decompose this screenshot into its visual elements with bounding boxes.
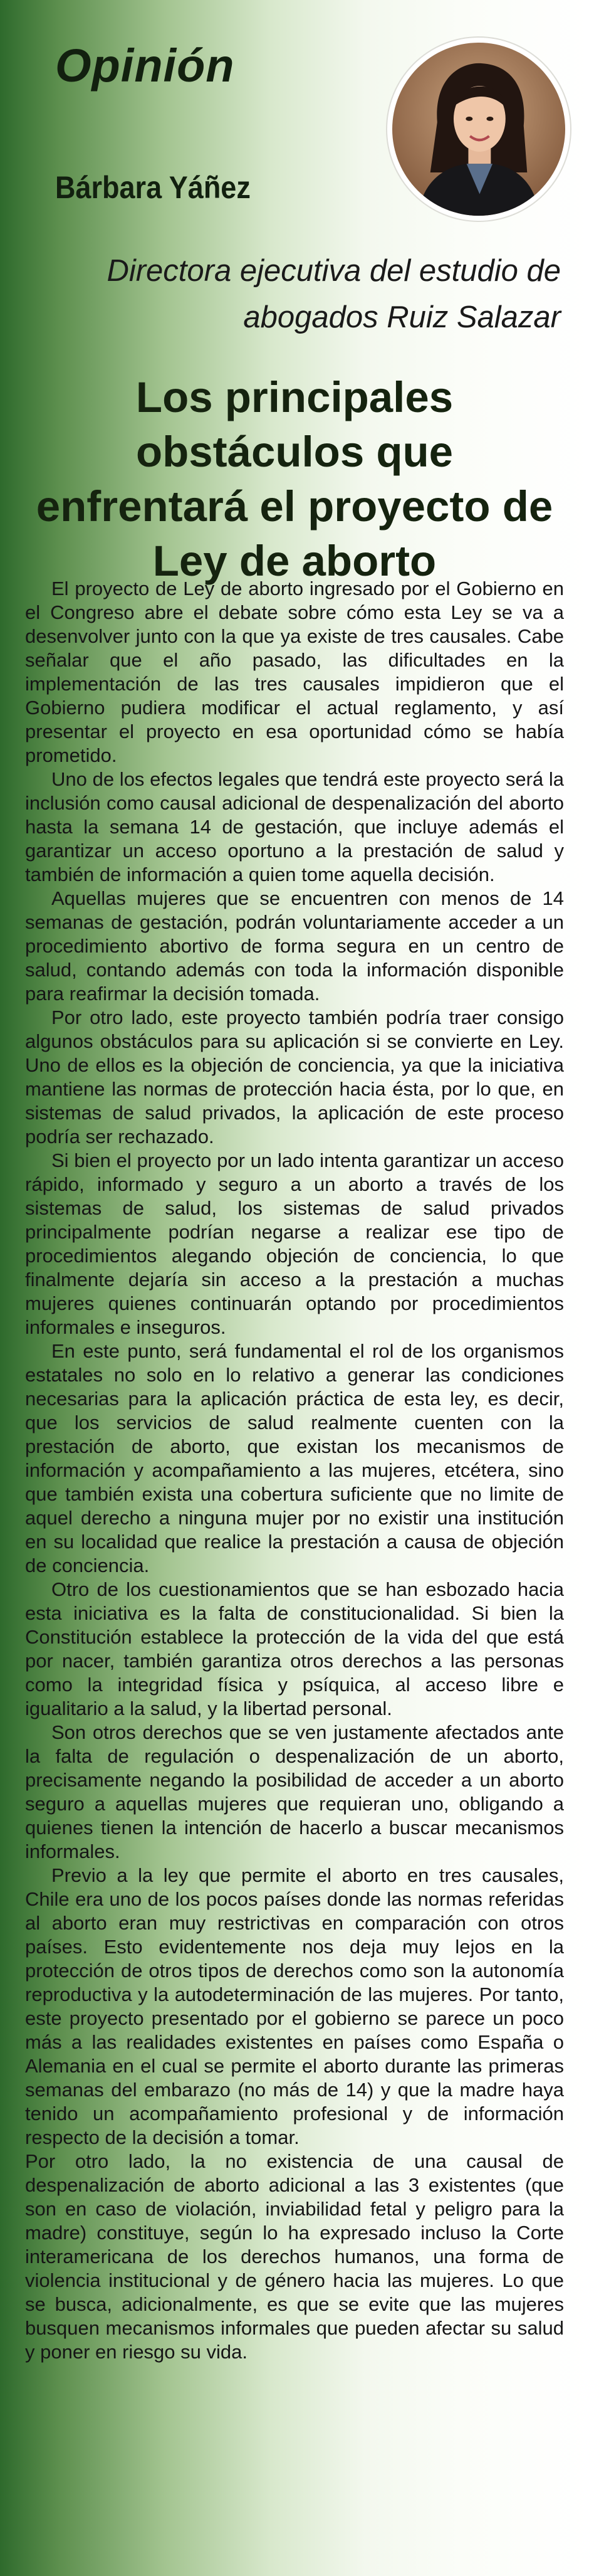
- author-portrait-icon: [392, 43, 565, 216]
- article-paragraph: Por otro lado, la no existencia de una causal de despenalización de aborto adicional a las 3 existentes (que son en caso de violación, inviabilidad fetal y peligro para la madre) constituye, según lo ha expresado incluso la Corte interamericana de los derechos humanos, una forma de violencia institucional y de género hacia las mujeres. Lo que se busca, adicionalmente, es que se evite que las mujeres busquen mecanismos informales que pueden afectar su salud y poner en riesgo su vida.: [25, 2150, 564, 2363]
- article-paragraph: El proyecto de Ley de aborto ingresado por el Gobierno en el Congreso abre el debate sobre cómo esta Ley se va a desenvolver junto con la que ya existe de tres causales. Cabe señalar que el año pasado, las dificultades en la implementación de las tres causales impidieron que el Gobierno pudiera modificar el actual reglamento, y así presentar el proyecto en esa oportunidad cómo se había prometido.: [25, 578, 564, 766]
- headline: Los principales obstáculos que enfrentará el proyecto de Ley de aborto: [36, 373, 553, 585]
- section-label: Opinión: [55, 40, 235, 92]
- article-paragraph: En este punto, será fundamental el rol de los organismos estatales no solo en lo relativo a generar las condiciones necesarias para la aplicación práctica de esta ley, es decir, que los servicios de salud realmente cuenten con la prestación de aborto, que existan los mecanismos de información y acompañamiento a las mujeres, etcétera, sino que también exista una cobertura suficiente que no limite de aquel derecho a ninguna mujer por no existir una institución en su localidad que realice la prestación a causa de objeción de conciencia.: [25, 1340, 564, 1576]
- article-paragraph: Aquellas mujeres que se encuentren con menos de 14 semanas de gestación, podrán voluntariamente acceder a un procedimiento abortivo de forma segura en un centro de salud, contando además con toda la información disponible para reafirmar la decisión tomada.: [25, 887, 564, 1005]
- author-role: Directora ejecutiva del estudio de abogados Ruiz Salazar: [107, 254, 561, 334]
- article-paragraph: Uno de los efectos legales que tendrá este proyecto será la inclusión como causal adicional de despenalización del aborto hasta la semana 14 de gestación, que incluye además el garantizar un acceso oportuno a la prestación de salud y también de información a quien tome aquella decisión.: [25, 768, 564, 885]
- author-name: Bárbara Yáñez: [55, 170, 251, 205]
- article-paragraph: Si bien el proyecto por un lado intenta garantizar un acceso rápido, informado y seguro a un aborto a través de los sistemas de salud, los sistemas de salud privados principalmente podrían negarse a realizar ese tipo de procedimientos alegando objeción de conciencia, lo que finalmente dejaría sin acceso a la prestación a muchas mujeres quienes continuarán optando por procedimientos informales e inseguros.: [25, 1149, 564, 1338]
- article-paragraph: Por otro lado, este proyecto también podría traer consigo algunos obstáculos para su aplicación si se convierte en Ley. Uno de ellos es la objeción de conciencia, ya que la iniciativa mantiene las normas de protección hacia ésta, por lo que, en sistemas de salud privados, la aplicación de este proceso podría ser rechazado.: [25, 1006, 564, 1148]
- author-photo: [387, 38, 570, 221]
- article-paragraph: Otro de los cuestionamientos que se han esbozado hacia esta iniciativa es la falta de constitucionalidad. Si bien la Constitución establece la protección de la vida del que está por nacer, también garantiza otros derechos a las personas como la integridad física y psíquica, al acceso libre e igualitario a la salud, y la libertad personal.: [25, 1578, 564, 1719]
- article-paragraph: Son otros derechos que se ven justamente afectados ante la falta de regulación o despenalización de un aborto, precisamente negando la posibilidad de acceder a un aborto seguro a aquellas mujeres que requieran uno, obligando a quienes tienen la intención de hacerlo a buscar mecanismos informales.: [25, 1721, 564, 1862]
- article-paragraph: Previo a la ley que permite el aborto en tres causales, Chile era uno de los pocos países donde las normas referidas al aborto eran muy restrictivas en comparación con otros países. Esto evidentemente nos deja muy lejos en la protección de otros tipos de derechos como son la autonomía reproductiva y la autodeterminación de las mujeres. Por tanto, este proyecto presentado por el gobierno se parece un poco más a las realidades existentes en países como España o Alemania en el cual se permite el aborto durante las primeras semanas del embarazo (no más de 14) y que la madre haya tenido un acompañamiento profesional y de información respecto de la decisión a tomar.: [25, 1864, 564, 2148]
- article-body: [25, 577, 564, 2364]
